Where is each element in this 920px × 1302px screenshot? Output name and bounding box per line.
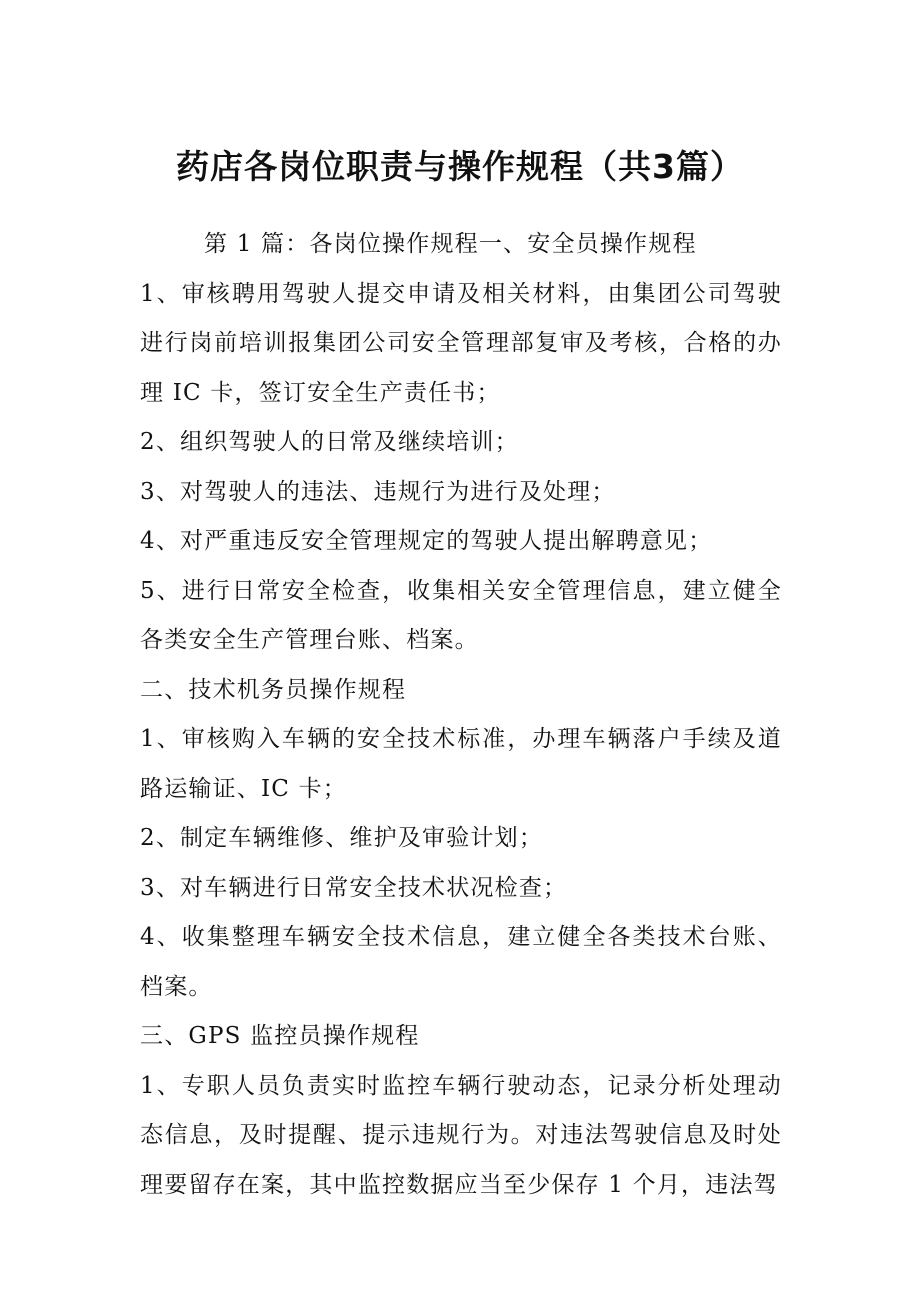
section-heading: 二、技术机务员操作规程 [140, 676, 407, 703]
paragraph: 2、制定车辆维修、维护及审验计划； [140, 825, 544, 851]
document-title: 药店各岗位职责与操作规程（共3篇） [176, 147, 744, 186]
paragraph: 1、专职人员负责实时监控车辆行驶动态，记录分析处理动态信息，及时提醒、提示违规行为。对违法驾驶信息及时处理要留存在案，其中监控数据应当至少保存 1 个月，违法驾 [140, 1072, 782, 1198]
paragraph: 4、对严重违反安全管理规定的驾驶人提出解聘意见； [140, 528, 713, 554]
section-heading: 三、GPS 监控员操作规程 [140, 1023, 420, 1049]
document-body [140, 220, 782, 1210]
paragraph: 1、审核聘用驾驶人提交申请及相关材料，由集团公司驾驶进行岗前培训报集团公司安全管理部复审及考核，合格的办理 IC 卡，签订安全生产责任书； [140, 280, 782, 406]
paragraph: 3、对车辆进行日常安全技术状况检查； [140, 874, 568, 901]
paragraph: 1、审核购入车辆的安全技术标准，办理车辆落户手续及道路运输证、IC 卡； [140, 726, 782, 802]
paragraph: 2、组织驾驶人的日常及继续培训； [140, 429, 519, 455]
paragraph: 4、收集整理车辆安全技术信息，建立健全各类技术台账、档案。 [140, 924, 782, 1000]
paragraph: 5、进行日常安全检查，收集相关安全管理信息，建立健全各类安全生产管理台账、档案。 [140, 577, 782, 653]
paragraph: 3、对驾驶人的违法、违规行为进行及处理； [140, 478, 616, 505]
section-intro-heading: 第 1 篇：各岗位操作规程一、安全员操作规程 [204, 231, 697, 257]
